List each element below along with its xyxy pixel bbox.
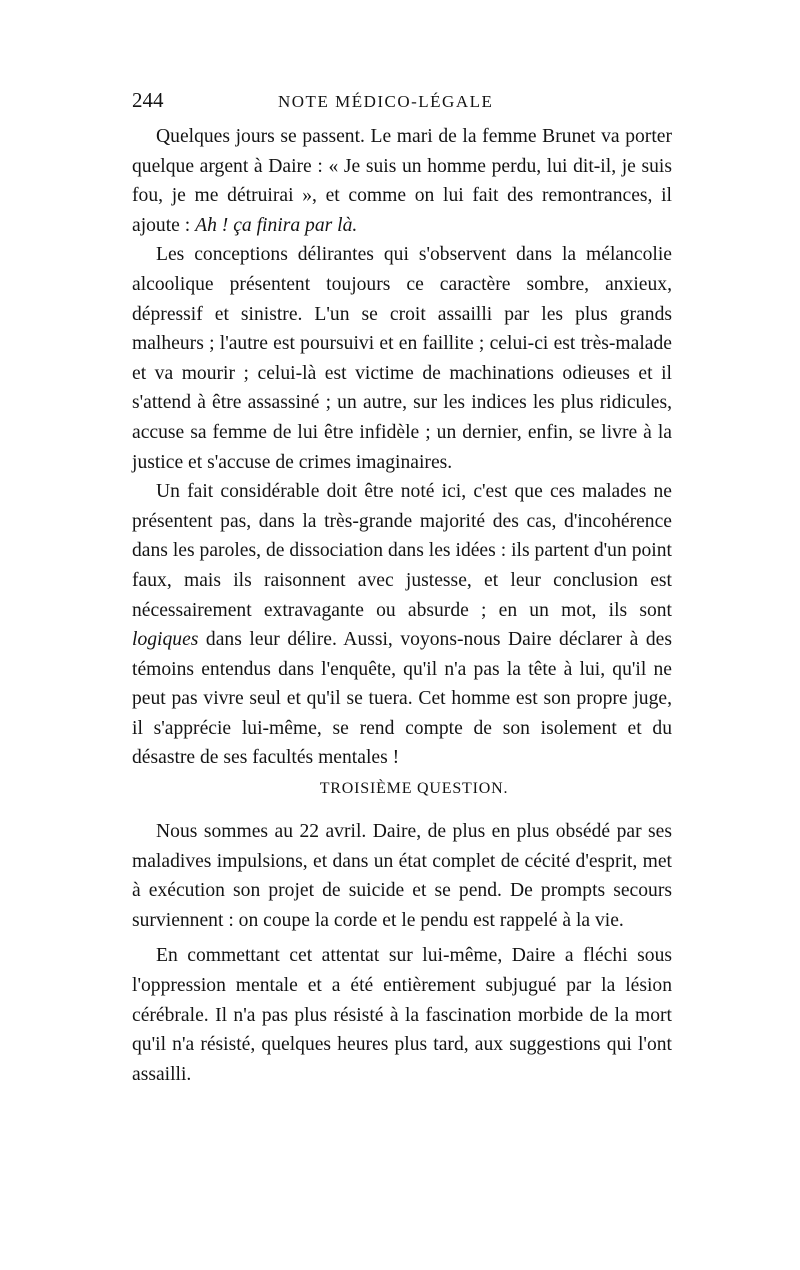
page-number: 244 (132, 88, 164, 112)
paragraph-1-text: Quelques jours se passent. Le mari de la femme Brunet va porter quelque argent à Daire : « Je suis un homme perdu, lui dit-il, je suis fou, je me détruirai », et comme on lui fait des remontrances, il ajoute : (132, 126, 672, 236)
page-header (132, 88, 672, 118)
section-heading: TROISIÈME QUESTION. (319, 780, 509, 798)
paragraph-3-italic: logiques (132, 629, 199, 651)
paragraph-5: En commettant cet attentat sur lui-même, Daire a fléchi sous l'oppression mentale et a été entièrement subjugué par la lésion cérébrale. Il n'a pas plus résisté à la fascination morbide de la mort qu'il n'a résisté, quelques heures plus tard, aux suggestions qui l'ont assailli. (132, 945, 672, 1085)
paragraph-3-end: dans leur délire. Aussi, voyons-nous Daire déclarer à des témoins entendus dans l'enquête, qu'il n'a pas la tête à lui, qu'il ne peut pas vivre seul et qu'il se tuera. Cet homme est son propre juge, il s'apprécie lui-même, se rend compte de son isolement et du désastre de ses facultés mentales ! (132, 629, 672, 769)
paragraph-3 (132, 477, 672, 773)
running-head: NOTE MÉDICO-LÉGALE (278, 92, 494, 111)
paragraph-4: Nous sommes au 22 avril. Daire, de plus en plus obsédé par ses maladives impulsions, et dans un état complet de cécité d'esprit, met à exécution son projet de suicide et se pend. De prompts secours surviennent : on coupe la corde et le pendu est rappelé à la vie. (132, 821, 672, 931)
book-page (132, 88, 672, 1089)
paragraph-1 (132, 122, 672, 240)
paragraph-2: Les conceptions délirantes qui s'observent dans la mélancolie alcoolique présentent toujours ce caractère sombre, anxieux, dépressif et sinistre. L'un se croit assailli par les plus grands malheurs ; l'autre est poursuivi et en faillite ; celui-ci est très-malade et va mourir ; celui-là est victime de machinations odieuses et il s'attend à être assassiné ; un autre, sur les indices les plus ridicules, accuse sa femme de lui être infidèle ; un dernier, enfin, se livre à la justice et s'accuse de crimes imaginaires. (132, 244, 672, 473)
paragraph-1-quote: Ah ! ça finira par là. (195, 214, 358, 236)
paragraph-3-start: Un fait considérable doit être noté ici, c'est que ces malades ne présentent pas, dans la très-grande majorité des cas, d'incohérence dans les paroles, de dissociation dans les idées : ils partent d'un point faux, mais ils raisonnent avec justesse, et leur conclusion est nécessairement extravagante ou absurde ; en un mot, ils sont (132, 481, 672, 621)
